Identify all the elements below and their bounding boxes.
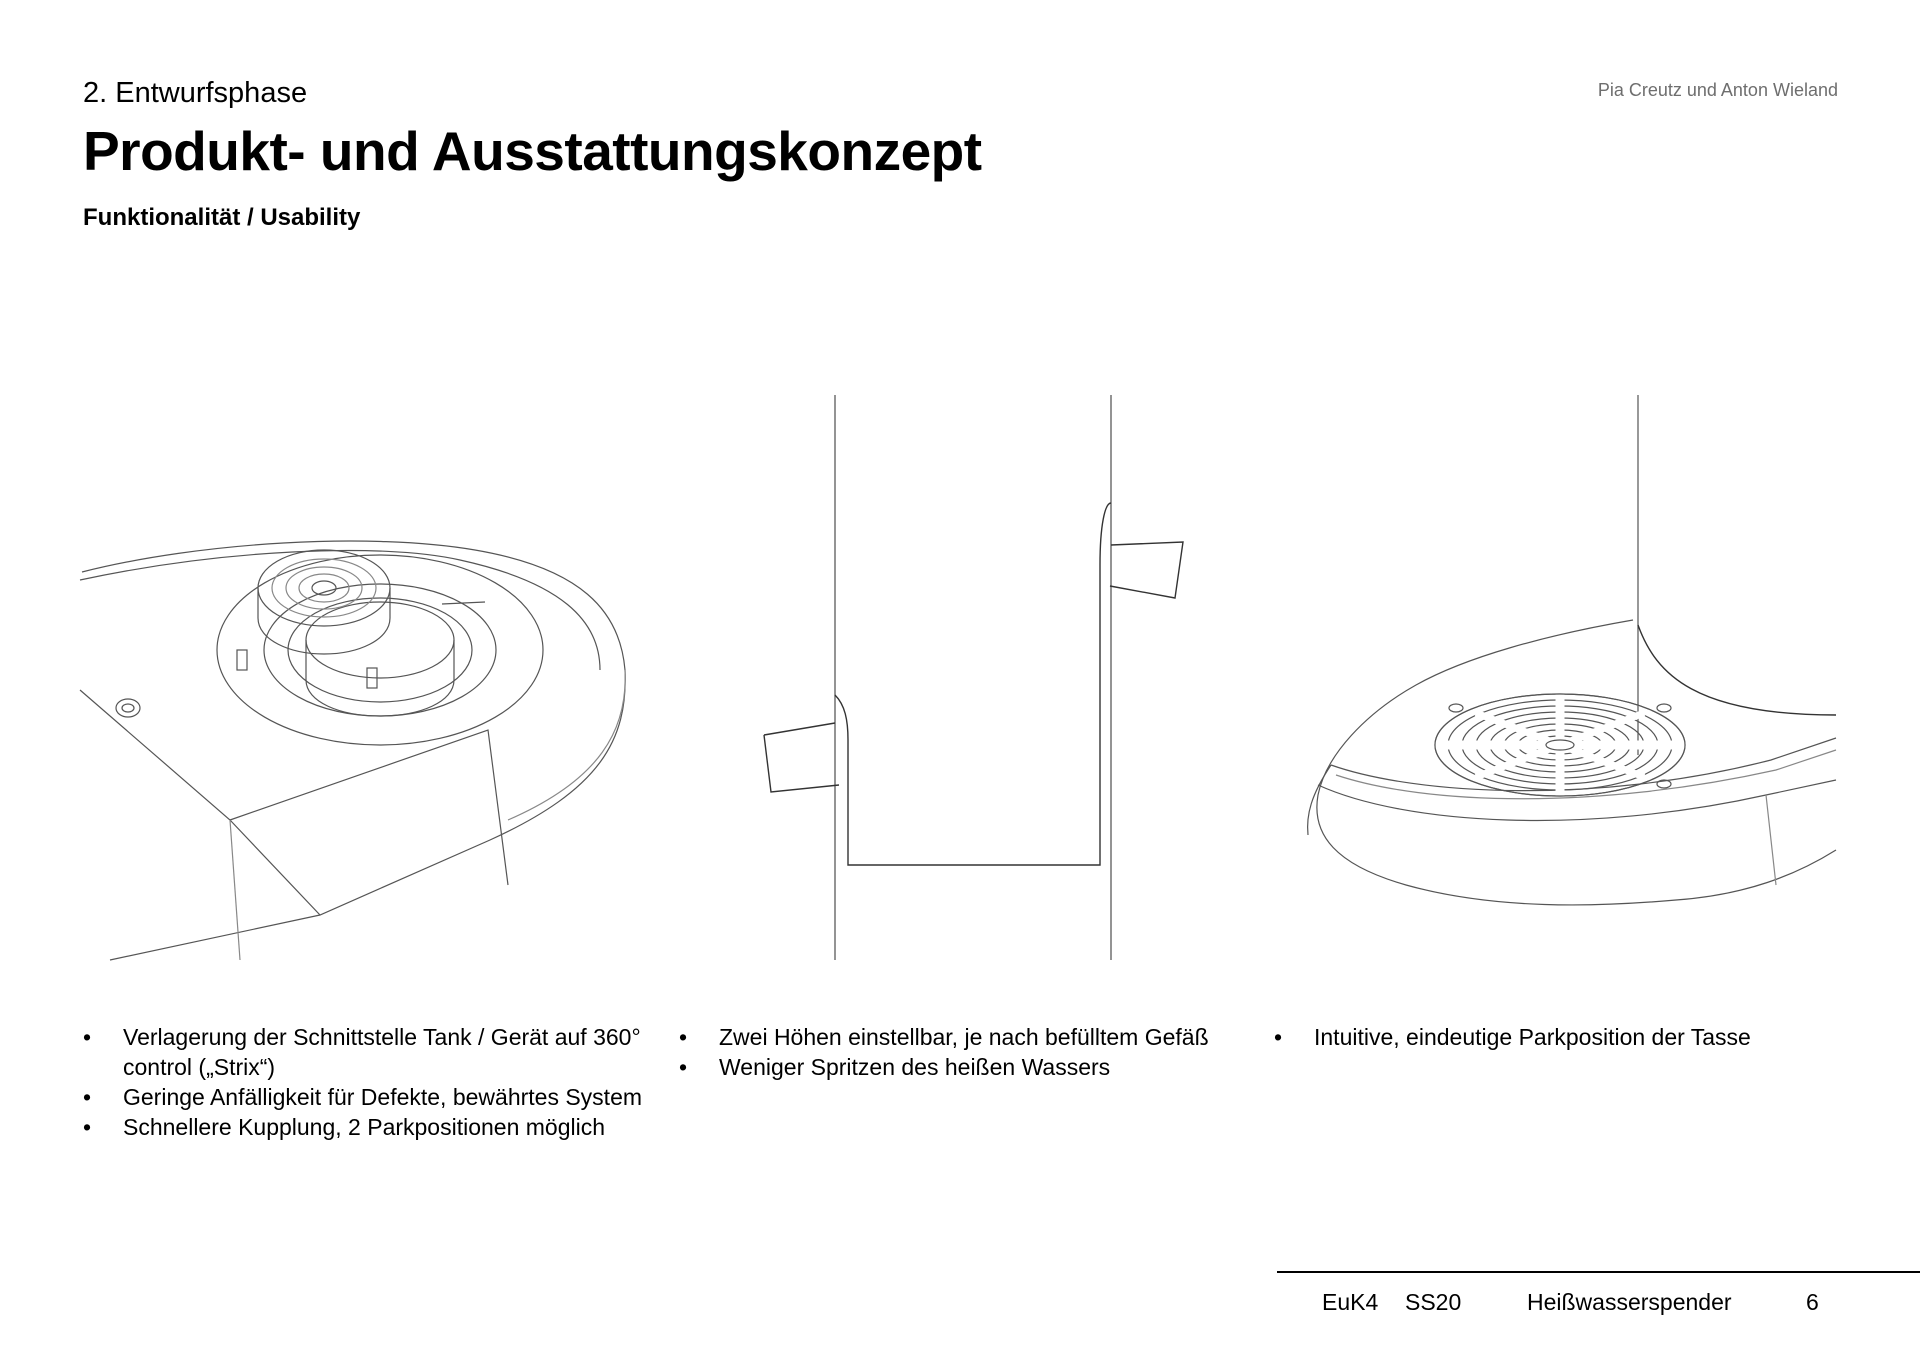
footer-project: Heißwasserspender [1527,1289,1732,1315]
bullet-list-spout [679,1022,1249,1082]
page-title: Produkt- und Ausstattungskonzept [83,120,982,182]
author-names: Pia Creutz und Anton Wieland [1597,80,1838,100]
bullet-list-tray [1274,1022,1874,1052]
tank-connector-drawing [80,520,640,960]
bullet-item: • Zwei Höhen einstellbar, je nach befülltem Gefäß [679,1022,1249,1052]
bullet-item: • Intuitive, eindeutige Parkposition der Tasse [1274,1022,1874,1052]
bullet-item: • Schnellere Kupplung, 2 Parkpositionen möglich [83,1112,653,1142]
footer-semester: SS20 [1405,1289,1462,1315]
bullet-item: • Geringe Anfälligkeit für Defekte, bewährtes System [83,1082,653,1112]
footer-rule [1277,1271,1920,1273]
spout-heights-drawing [760,395,1180,960]
drip-tray-drawing [1296,395,1841,915]
bullet-list-tank [83,1022,653,1142]
section-label: 2. Entwurfsphase [83,77,308,109]
bullet-item: • Weniger Spritzen des heißen Wassers [679,1052,1249,1082]
page-number: 6 [1806,1289,1819,1315]
subtitle: Funktionalität / Usability [83,204,361,231]
footer-course: EuK4 [1322,1289,1379,1315]
bullet-item: • Verlagerung der Schnittstelle Tank / Gerät auf 360° control („Strix“) [83,1022,653,1082]
